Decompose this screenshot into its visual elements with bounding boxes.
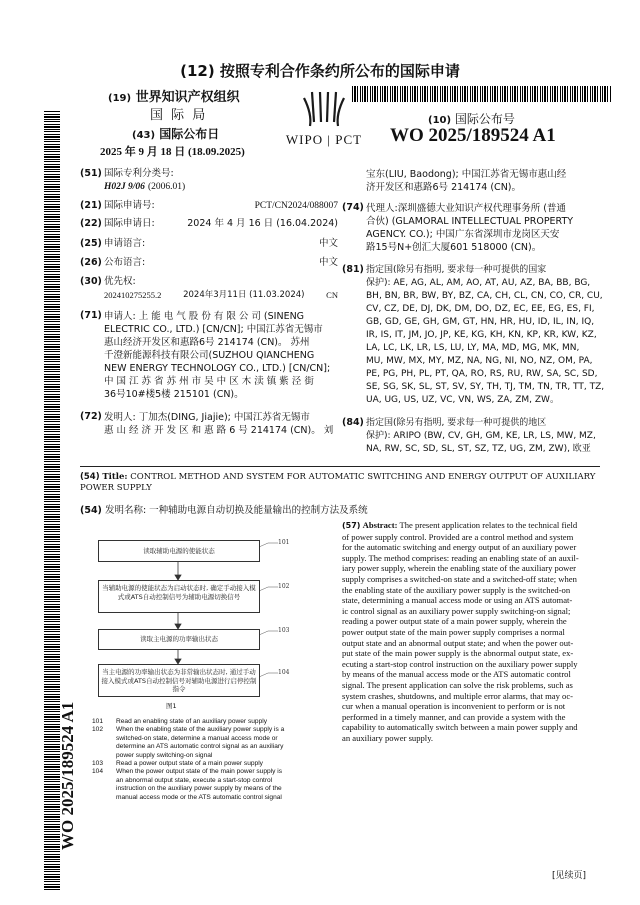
legend-text: When the enabling state of the auxiliary power supply is a switched-on state, determine a manual access mode or determine an ATS automatic control signal as an auxiliary power supply switching-on signal [116,726,285,759]
field-84-num: (84) [342,417,364,428]
field-21-value: PCT/CN2024/088007 [254,201,338,211]
abstract-label: Abstract: [362,520,398,530]
inventor-cont-line: 宝东(LIU, Baodong); 中国江苏省无锡市惠山经 [366,169,567,180]
designated-regional-line: 保护): ARIPO (BW, CV, GH, GM, KE, LR, LS, MW, MZ, [366,431,596,441]
field-51-date: (2006.01) [147,181,186,192]
legend-row [92,768,332,802]
legend-text: Read a power output state of a main power supply [116,760,263,768]
field-25-label: 申请语言: [104,238,146,249]
designated-national-line: LA, LC, LK, LR, LS, LU, LY, MA, MD, MG, MK, MN, [366,343,580,353]
field-71 [80,310,338,401]
flow-step-101-text: 读取辅助电源的使能状态 [143,547,215,555]
flow-step-103 [98,629,260,650]
abstract-line: ecuting a start-stop control instruction on the auxiliary power supply [342,658,578,669]
flow-step-103-num: 103 [278,627,290,634]
field-26 [80,257,338,276]
field-81-lines [342,264,604,407]
field-51-value: H02J 9/06 [104,181,145,192]
field-84 [342,417,604,456]
field-26-value: 中文 [318,257,338,268]
designated-national-line: IR, IS, IT, JM, JO, JP, KE, KG, KH, KN, KP, KR, KW, KZ, [366,330,597,340]
pubdate-num: (43) [132,130,156,141]
designated-national-line: CV, CZ, DE, DJ, DK, DM, DO, DZ, EC, EE, EG, ES, FI, [366,304,595,314]
abstract-line: signal. The present application can solve the risk problems, such as [342,679,573,690]
title-zh [80,502,600,516]
abstract-line: state, determining a manual access mode or using an ATS automat- [342,595,573,606]
field-51 [80,168,338,194]
designated-national-line: PE, PG, PH, PL, PT, QA, RO, RS, RU, RW, SA, SC, SD, [366,369,598,379]
flow-step-104 [98,664,260,697]
abstract [342,520,604,743]
flow-step-101-num: 101 [278,539,290,546]
field-81-num: (81) [342,264,364,275]
legend-text: Read an enabling state of an auxiliary power supply [116,718,268,725]
abstract-line-0: The present application relates to the technical field [399,520,578,530]
wipo-logo-text: WIPO | PCT [285,132,363,147]
field-21 [80,200,338,218]
field-71-num: (71) [80,310,102,321]
legend-text: When the power output state of the main power supply is an abnormal output state, execute a start-stop control instruction on the auxiliary power supply by means of the manual access mode or the ATS automatic control signal [116,768,283,801]
agent-line: 代理人:深圳盛德大业知识产权代理事务所 (普通 [366,203,566,214]
abstract-line: capability to automatically switch between a main power supply and [342,722,578,733]
field-22 [80,218,338,238]
pubdate-block [132,125,219,142]
title-zh-value: 一种辅助电源自动切换及能量输出的控制方法及系统 [149,505,368,516]
applicant-line: 36号10#楼5楼 215101 (CN)。 [104,389,244,400]
figure-caption: 图1 [166,702,177,710]
biblio-right [342,168,604,456]
abstract-line: system crashes, shutdowns, and multiple error alarms, that may oc- [342,690,574,701]
abstract-line: performed in a timely manner, and can provide a system with the [342,711,566,722]
title-zh-label: 发明名称: [104,505,147,516]
pubdate-value: 2025 年 9 月 18 日 (18.09.2025) [100,146,245,158]
title-en-line1: CONTROL METHOD AND SYSTEM FOR AUTOMATIC SWITCHING AND ENERGY OUTPUT OF AUXILIARY [130,472,596,482]
barcode-top [352,86,612,102]
agent-line: 合伙) (GLAMORAL INTELLECTUAL PROPERTY [366,216,574,227]
field-22-num: (22) [80,218,102,229]
org-block [108,86,258,105]
abstract-line: supply. The method comprises: reading an enabling state of an auxil- [342,552,579,563]
title-en-label: Title: [102,472,128,482]
wipo-logo [282,86,366,152]
field-21-num: (21) [80,200,102,211]
field-22-value: 2024 年 4 月 16 日 (16.04.2024) [187,218,338,229]
field-30 [80,276,338,308]
applicant-line: NEW ENERGY TECHNOLOGY CO., LTD.) [CN/CN]; [104,363,331,374]
field-72 [80,411,338,437]
pubno-num: (10) [428,115,452,126]
designated-national-line: BH, BN, BR, BW, BY, BZ, CA, CH, CL, CN, CO, CR, CU, [366,291,603,301]
org-line1: 世界知识产权组织 [135,90,240,105]
separator [80,466,600,467]
continued-label: [见续页] [552,871,587,881]
abstract-line: by means of the manual access mode or the ATS automatic control [342,669,571,680]
field-71-lines [80,310,338,401]
designated-national-line: GB, GD, GE, GH, GM, GT, HN, HR, HU, ID, IL, IN, IQ, [366,317,595,327]
title-en [80,472,600,494]
legend-row [92,760,332,768]
flow-step-101 [98,540,260,562]
flow-step-104-text: 当主电源的功率输出状态为非常输出状态时, 通过手动接入模式或ATS自动控制信号对辅助电源进行启停控制指令 [101,668,257,693]
field-74-num: (74) [342,202,364,213]
abstract-line: for the automatic switching and energy output of an auxiliary power [342,542,577,553]
applicant-line: 中 国 江 苏 省 苏 州 市 吴 中 区 木 渎 镇 紫 泾 街 [104,376,314,387]
abstract-line: supply comprises a switched-on state and a switched-off state; when [342,573,577,584]
title-zh-num: (54) [80,505,102,516]
field-74-lines [342,202,604,254]
field-51-num: (51) [80,168,102,179]
flowchart [96,535,326,715]
title-en-num: (54) [80,472,100,482]
field-30-date: 2024年3月11日 (11.03.2024) [183,289,305,300]
document-title: (12) 按照专利合作条约所公布的国际申请 [180,62,460,80]
abstract-line: the enabling state of the auxiliary power supply is the switched-on [342,584,571,595]
agent-line: AGENCY. CO.); 中国广东省深圳市龙岗区天安 [366,229,560,240]
inventor-cont-line: 济开发区和惠路6号 214174 (CN)。 [366,182,522,193]
applicant-line: 申请人: 上 能 电 气 股 份 有 限 公 司 (SINENG [104,311,305,322]
inventor-continued [342,168,604,194]
inventor-line: 惠 山 经 济 开 发 区 和 惠 路 6 号 214174 (CN)。 刘 [104,425,334,436]
legend-row [92,726,332,760]
field-51-label: 国际专利分类号: [104,168,174,179]
designated-national-line: 指定国(除另有指明, 要求每一种可提供的国家 [366,265,547,275]
field-26-label: 公布语言: [104,257,146,268]
designated-national-line: SE, SG, SK, SL, ST, SV, SY, TH, TJ, TM, TN, TR, TT, TZ, [366,382,605,392]
field-72-lines [80,411,338,437]
org-num: (19) [108,93,132,104]
applicant-line: 千澄新能源科技有限公司(SUZHOU QIANCHENG [104,350,315,361]
designated-regional-line: NA, RW, SC, SD, SL, ST, SZ, TZ, UG, ZM, ZW), 欧亚 [366,444,591,454]
abstract-body [342,532,604,744]
field-30-num: (30) [80,276,102,287]
abstract-line: cur when a manual operation is inconvenient to perform or is not [342,701,566,712]
abstract-line: reading a power output state of a main power supply, wherein the [342,616,567,627]
field-30-country: CN [326,289,338,300]
biblio-left [80,168,338,437]
field-74 [342,202,604,254]
field-72-num: (72) [80,411,102,422]
flow-step-102 [98,580,260,613]
field-22-label: 国际申请日: [104,218,155,229]
designated-regional-line: 指定国(除另有指明, 要求每一种可提供的地区 [366,418,547,428]
inventor-line: 发明人: 丁加杰(DING, Jiajie); 中国江苏省无锡市 [104,412,310,423]
pubno-value: WO 2025/189524 A1 [390,125,556,146]
abstract-line: ic control signal as an auxiliary power supply switching-on signal; [342,605,571,616]
field-25 [80,238,338,257]
field-25-value: 中文 [318,238,338,249]
field-81 [342,264,604,407]
flow-step-102-text: 当辅助电源的使能状态为启动状态时, 确定手动接入模式或ATS自动控制信号为辅助电源切换信号 [102,584,256,601]
org-line2: 国 际 局 [150,108,208,123]
applicant-line: 惠山经济开发区和惠路6号 214174 (CN)。 苏州 [104,337,310,348]
abstract-num: (57) [342,521,361,530]
side-pubno: WO 2025/189524 A1 [58,701,77,850]
field-26-num: (26) [80,257,102,268]
title-en-line2: POWER SUPPLY [80,483,152,493]
field-30-label: 优先权: [104,276,136,287]
legend-num: 102 [92,726,104,734]
flow-step-103-text: 读取主电源的功率输出状态 [140,635,218,643]
legend-row [92,718,332,726]
pubno-label: 国际公布号 [454,112,515,126]
abstract-line: iary power supply, wherein the enabling state of the auxiliary power [342,563,577,574]
legend-num: 104 [92,768,104,776]
legend-num: 103 [92,760,104,768]
field-30-appno: 202410275255.2 [104,289,162,300]
figure-legend [92,718,332,802]
pubdate-label: 国际公布日 [159,127,220,141]
field-25-num: (25) [80,238,102,249]
abstract-line: an auxiliary power supply. [342,732,434,743]
abstract-line: put state of the main power supply is the abnormal output state, ex- [342,648,574,659]
designated-national-line: UA, UG, US, UZ, VC, VN, WS, ZA, ZM, ZW。 [366,395,559,405]
legend-num: 101 [92,718,104,725]
designated-national-line: MU, MW, MX, MY, MZ, NA, NG, NI, NO, NZ, OM, PA, [366,356,593,366]
abstract-line: of power supply control. Provided are a control method and system [342,531,574,542]
applicant-line: ELECTRIC CO., LTD.) [CN/CN]; 中国江苏省无锡市 [104,324,323,335]
field-84-lines [342,417,604,456]
abstract-line: power output state of the main power supply comprises a normal [342,626,565,637]
abstract-first-line [342,520,604,532]
flow-step-102-num: 102 [278,583,290,590]
abstract-line: output state and an abnormal output state; and when the power out- [342,637,574,648]
agent-line: 路15号N+创汇大厦601 518000 (CN)。 [366,242,542,253]
designated-national-line: 保护): AE, AG, AL, AM, AO, AT, AU, AZ, BA, BB, BG, [366,278,591,288]
field-21-label: 国际申请号: [104,200,155,211]
flow-step-104-num: 104 [278,669,290,676]
